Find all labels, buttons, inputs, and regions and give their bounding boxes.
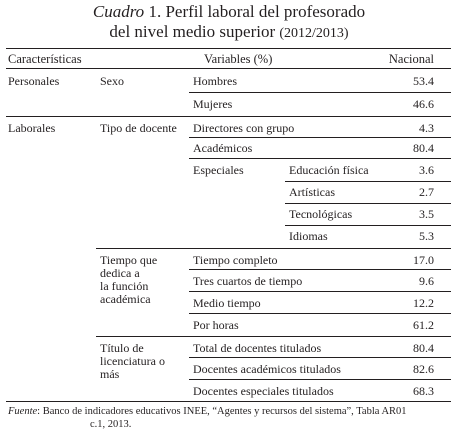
header-top-rule: [6, 48, 451, 49]
row-value: 3.5: [419, 207, 434, 221]
row-rule: [189, 158, 451, 159]
subgroup-titulo-2: licenciatura o: [100, 354, 165, 368]
table-number: 1.: [148, 2, 162, 21]
row-label: Mujeres: [193, 97, 233, 111]
source-text-2: c.1, 2013.: [90, 419, 132, 430]
subgroup-tiempo-2: dedica a: [100, 266, 140, 280]
row-rule: [189, 313, 451, 314]
subgroup-tiempo-3: la función: [100, 279, 149, 293]
row-label: Hombres: [193, 74, 237, 88]
header-nacional: Nacional: [388, 52, 434, 66]
row-value: 46.6: [413, 97, 434, 111]
row-label: Directores con grupo: [193, 121, 295, 135]
row-rule: [285, 203, 451, 204]
subgroup-titulo-1: Título de: [100, 341, 144, 355]
subgroup-especiales: Especiales: [193, 163, 244, 177]
row-rule: [285, 225, 451, 226]
row-label: Tres cuartos de tiempo: [193, 274, 303, 288]
row-value: 4.3: [419, 121, 434, 135]
subgroup-sexo: Sexo: [100, 74, 124, 88]
subgroup-tiempo-1: Tiempo que: [100, 253, 158, 267]
header-characteristics: Características: [8, 52, 82, 66]
row-label: Educación física: [289, 163, 369, 177]
row-label: Docentes especiales titulados: [193, 384, 334, 398]
table-title: [0, 2, 458, 22]
subsection-rule-titulo: [96, 336, 451, 337]
row-label: Por horas: [193, 318, 239, 332]
row-value: 3.6: [419, 163, 434, 177]
table-bottom-rule: [6, 401, 451, 402]
header-variables: Variables (%): [204, 52, 273, 66]
title-line1: Perfil laboral del profesorado: [165, 2, 366, 21]
row-label: Docentes académicos titulados: [193, 362, 341, 376]
row-label: Medio tiempo: [193, 296, 261, 310]
source-text: : Banco de indicadores educativos INEE, “Agentes y recursos del sistema”, Tabla AR01: [37, 406, 407, 417]
row-value: 80.4: [413, 141, 434, 155]
section-rule: [6, 116, 451, 117]
table-subtitle: [0, 22, 458, 44]
row-rule: [189, 92, 451, 93]
row-value: 82.6: [413, 362, 434, 376]
row-rule: [285, 181, 451, 182]
row-label: Tiempo completo: [193, 253, 278, 267]
subgroup-tiempo-4: académica: [100, 292, 151, 306]
subsection-rule-tiempo: [96, 248, 451, 249]
row-rule: [189, 269, 451, 270]
row-rule: [189, 379, 451, 380]
row-value: 80.4: [413, 341, 434, 355]
row-label: Académicos: [193, 141, 253, 155]
row-rule: [189, 137, 451, 138]
row-value: 61.2: [413, 318, 434, 332]
row-value: 9.6: [419, 274, 434, 288]
row-value: 17.0: [413, 253, 434, 267]
group-laborales: Laborales: [8, 121, 56, 135]
group-personales: Personales: [8, 74, 60, 88]
row-label: Idiomas: [289, 229, 328, 243]
header-bottom-rule: [6, 68, 451, 69]
row-label: Tecnológicas: [289, 207, 353, 221]
source-note: [8, 405, 448, 431]
row-rule: [189, 357, 451, 358]
row-value: 5.3: [419, 229, 434, 243]
source-label: Fuente: [8, 406, 38, 417]
title-line2: del nivel medio superior: [109, 22, 276, 41]
row-value: 12.2: [413, 296, 434, 310]
row-value: 2.7: [419, 185, 434, 199]
row-value: 53.4: [413, 74, 434, 88]
subgroup-tipo-docente: Tipo de docente: [100, 121, 177, 135]
row-label: Total de docentes titulados: [193, 341, 322, 355]
subgroup-titulo-3: más: [100, 367, 120, 381]
row-value: 68.3: [413, 384, 434, 398]
row-rule: [189, 291, 451, 292]
row-label: Artísticas: [289, 185, 335, 199]
table-caption: Cuadro: [92, 2, 145, 21]
title-years: (2012/2013): [279, 26, 349, 41]
